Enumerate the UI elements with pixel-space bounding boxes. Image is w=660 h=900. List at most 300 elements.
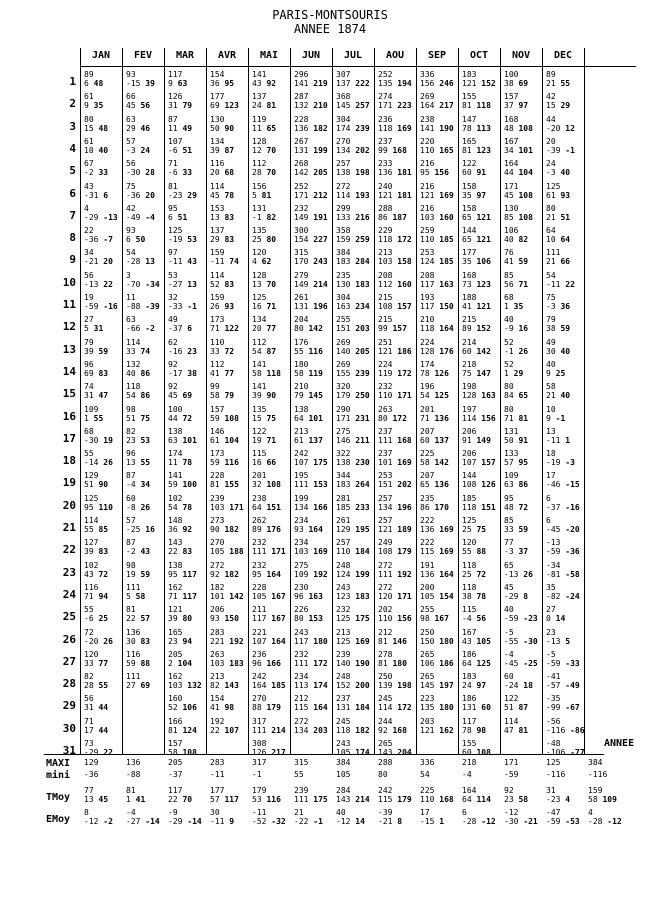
day-cell [504, 293, 546, 311]
summary-maxi: 136 [126, 758, 141, 767]
max-temp: 228 [210, 471, 225, 481]
day-cell [504, 271, 546, 289]
max-temp: 57 [126, 136, 136, 146]
max-temp: 236 [378, 114, 393, 124]
min-mean-temp: -6 33 [168, 168, 193, 178]
max-temp: 157 [504, 92, 519, 102]
min-mean-temp: 34 101 [504, 145, 533, 155]
day-cell [546, 494, 588, 512]
day-number: 9 [69, 253, 76, 267]
min-mean-temp: 33 59 [504, 525, 529, 534]
min-mean-temp: 65 121 [462, 235, 491, 245]
day-cell [420, 605, 462, 623]
month-header-dec: DEC [553, 50, 573, 61]
max-temp: 68 [504, 293, 514, 302]
max-temp: 262 [252, 516, 267, 525]
day-cell [210, 471, 252, 489]
day-cell [210, 204, 252, 222]
min-mean-temp: -12 -2 [84, 817, 113, 826]
day-cell [546, 561, 588, 579]
max-temp: 115 [252, 449, 267, 459]
min-mean-temp: 64 151 [252, 502, 281, 512]
min-mean-temp: 119 172 [378, 368, 412, 378]
day-cell [126, 248, 168, 266]
day-cell [168, 248, 210, 266]
day-cell [252, 494, 294, 512]
min-mean-temp: -37 6 [168, 324, 193, 334]
max-temp: 40 [504, 315, 514, 325]
max-temp: 270 [336, 136, 351, 146]
day-cell [168, 405, 210, 423]
min-mean-temp: 30 40 [546, 346, 571, 356]
min-mean-temp: 164 185 [252, 681, 286, 691]
max-temp: 65 [504, 560, 514, 570]
min-mean-temp: 131 60 [462, 703, 491, 713]
min-mean-temp: 121 152 [462, 79, 496, 88]
min-mean-temp: -59 -33 [546, 658, 580, 668]
max-temp: 232 [294, 649, 309, 659]
min-mean-temp: -8 26 [126, 502, 151, 512]
min-mean-temp: 89 152 [462, 324, 491, 334]
max-temp: 265 [420, 672, 435, 682]
day-cell [504, 449, 546, 467]
day-cell [546, 293, 588, 311]
day-cell [504, 717, 546, 735]
min-mean-temp: -4 56 [462, 614, 487, 624]
day-cell [252, 115, 294, 133]
max-temp: 98 [126, 404, 136, 414]
max-temp: -9 [168, 808, 178, 817]
max-temp: 255 [420, 605, 435, 615]
min-mean-temp: 105 167 [252, 591, 286, 601]
day-cell [294, 360, 336, 378]
min-mean-temp: 81 180 [378, 658, 407, 668]
max-temp: 75 [546, 293, 556, 302]
min-mean-temp: -59 -23 [504, 614, 538, 624]
min-mean-temp: 92 182 [210, 569, 239, 579]
day-cell [546, 271, 588, 289]
max-temp: 221 [252, 627, 267, 637]
max-temp: 30 [210, 808, 220, 817]
max-temp: 131 [252, 203, 267, 213]
day-cell [168, 427, 210, 445]
min-mean-temp: 57 95 [504, 458, 529, 468]
min-mean-temp: 95 156 [420, 168, 449, 178]
min-mean-temp: 138 230 [336, 458, 370, 468]
day-cell [84, 226, 126, 244]
min-mean-temp: 124 185 [420, 257, 454, 267]
min-mean-temp: -13 22 [84, 279, 113, 289]
max-temp: 20 [546, 136, 556, 146]
max-temp: 158 [462, 181, 477, 191]
max-temp: 279 [294, 270, 309, 280]
max-temp: 234 [294, 516, 309, 525]
day-cell [420, 204, 462, 222]
min-mean-temp: 38 59 [546, 324, 571, 334]
day-cell [168, 204, 210, 222]
summary-emoy [84, 808, 126, 826]
min-mean-temp: 44 72 [168, 413, 193, 423]
min-mean-temp: 125 169 [336, 636, 370, 646]
min-mean-temp: 13 55 [126, 458, 151, 468]
max-temp: 109 [504, 471, 519, 481]
max-temp: 93 [126, 226, 136, 236]
day-cell [462, 427, 504, 445]
max-temp: 138 [294, 404, 309, 414]
max-temp: 34 [84, 248, 94, 258]
max-temp: 237 [336, 694, 351, 704]
min-mean-temp: -3 36 [546, 302, 571, 311]
max-temp: 107 [168, 136, 183, 146]
day-number: 21 [62, 521, 76, 534]
summary-maxi: 315 [294, 758, 309, 767]
min-mean-temp: 53 116 [252, 795, 281, 804]
min-mean-temp: 110 165 [420, 145, 454, 155]
min-mean-temp: 38 78 [462, 591, 487, 601]
min-mean-temp: 24 81 [252, 101, 277, 111]
day-number: 29 [62, 699, 76, 713]
max-temp: 81 [126, 786, 136, 795]
min-mean-temp: -24 18 [504, 681, 533, 691]
day-cell [462, 137, 504, 155]
min-mean-temp: -3 24 [126, 145, 151, 155]
min-mean-temp: 140 190 [336, 658, 370, 668]
day-cell [336, 583, 378, 601]
day-cell [84, 293, 126, 311]
min-mean-temp: 75 147 [462, 368, 491, 378]
max-temp: 224 [378, 359, 393, 369]
summary-emoy [252, 808, 294, 826]
max-temp: 242 [294, 449, 309, 459]
max-temp: 183 [462, 70, 477, 79]
min-mean-temp: -15 1 [420, 817, 445, 826]
max-temp: 121 [168, 605, 183, 615]
day-cell [84, 382, 126, 400]
day-cell [168, 694, 210, 712]
min-mean-temp: 45 78 [210, 190, 235, 200]
max-temp: 77 [504, 538, 514, 548]
min-mean-temp: -82 -24 [546, 591, 580, 601]
max-temp: 135 [252, 404, 267, 414]
summary-mini: -37 [168, 770, 183, 779]
summary-label: MAXI [46, 758, 71, 769]
min-mean-temp: 117 150 [420, 302, 454, 311]
summary-maxi: 205 [168, 758, 183, 767]
max-temp: 67 [84, 159, 94, 169]
day-cell [336, 382, 378, 400]
max-temp: 74 [84, 382, 94, 392]
day-cell [126, 271, 168, 289]
max-temp: 125 [462, 516, 477, 525]
day-cell [462, 717, 504, 735]
min-mean-temp: 171 231 [336, 413, 370, 423]
min-mean-temp: 103 171 [210, 502, 244, 512]
min-mean-temp: 5 58 [126, 591, 146, 601]
min-mean-temp: 41 59 [504, 257, 529, 267]
max-temp: 118 [126, 382, 141, 392]
day-cell [84, 694, 126, 712]
min-mean-temp: 15 75 [252, 413, 277, 423]
min-mean-temp: 26 93 [210, 302, 235, 311]
month-header-nov: NOV [511, 50, 531, 61]
min-mean-temp: -20 26 [84, 636, 113, 646]
day-cell [336, 405, 378, 423]
summary-emoy [546, 808, 588, 826]
day-cell [294, 605, 336, 623]
max-temp: 97 [168, 248, 178, 258]
max-temp: 89 [84, 70, 94, 79]
max-temp: 147 [462, 114, 477, 124]
min-mean-temp: 71 117 [168, 591, 197, 601]
min-mean-temp: -45 -25 [504, 658, 538, 668]
min-mean-temp: -45 -20 [546, 525, 580, 534]
max-temp: 288 [378, 203, 393, 213]
min-mean-temp: -6 51 [168, 145, 193, 155]
min-mean-temp: 103 160 [420, 212, 454, 222]
min-mean-temp: 101 169 [378, 458, 412, 468]
max-temp: 281 [336, 493, 351, 503]
day-cell [546, 315, 588, 333]
day-cell [378, 293, 420, 311]
max-temp: 213 [378, 248, 393, 258]
min-mean-temp: 164 217 [420, 101, 454, 111]
min-mean-temp: -30 19 [84, 435, 113, 445]
min-mean-temp: 118 182 [336, 725, 370, 735]
min-mean-temp: 183 264 [336, 480, 370, 490]
summary-tmoy [168, 786, 210, 804]
min-mean-temp: 59 100 [168, 480, 197, 490]
day-cell [126, 315, 168, 333]
min-mean-temp: 43 105 [462, 636, 491, 646]
max-temp: 237 [378, 136, 393, 146]
summary-tmoy [546, 786, 588, 804]
max-temp: 116 [84, 582, 99, 592]
max-temp: 270 [210, 538, 225, 548]
max-temp: 109 [84, 404, 99, 414]
max-temp: 215 [378, 293, 393, 302]
max-temp: 226 [294, 605, 309, 615]
max-temp: 168 [462, 270, 477, 280]
day-number: 13 [62, 342, 76, 356]
day-cell [168, 561, 210, 579]
min-mean-temp: 111 153 [294, 480, 328, 490]
day-cell [378, 672, 420, 690]
max-temp: 125 [546, 181, 561, 191]
day-cell [336, 115, 378, 133]
min-mean-temp: 78 98 [462, 725, 487, 735]
day-cell [420, 248, 462, 266]
day-cell [336, 471, 378, 489]
max-temp: 119 [252, 114, 267, 124]
min-mean-temp: 110 185 [420, 235, 454, 245]
max-temp: 58 [546, 382, 556, 392]
day-number: 2 [69, 97, 76, 111]
max-temp: 207 [420, 471, 435, 481]
min-mean-temp: 61 93 [546, 190, 571, 200]
day-cell [378, 382, 420, 400]
max-temp: 60 [126, 493, 136, 503]
day-cell [168, 538, 210, 556]
day-cell [336, 672, 378, 690]
min-mean-temp: 41 98 [210, 703, 235, 713]
day-cell [546, 583, 588, 601]
day-cell [420, 182, 462, 200]
day-cell [546, 338, 588, 356]
max-temp: 206 [210, 605, 225, 615]
day-cell [420, 672, 462, 690]
day-cell [294, 583, 336, 601]
max-temp: 71 [84, 716, 94, 726]
min-mean-temp: 50 90 [210, 123, 235, 133]
max-temp: 115 [462, 605, 477, 615]
max-temp: -4 [504, 649, 514, 659]
max-temp: 273 [210, 516, 225, 525]
max-temp: 214 [462, 337, 477, 347]
day-cell [210, 248, 252, 266]
min-mean-temp: 137 222 [336, 79, 370, 88]
day-cell [294, 248, 336, 266]
day-cell [252, 360, 294, 378]
month-header-mar: MAR [175, 50, 195, 61]
max-temp: 229 [378, 226, 393, 236]
min-mean-temp: 10 40 [84, 145, 109, 155]
min-mean-temp: -29 -14 [168, 817, 202, 826]
min-mean-temp: -29 8 [504, 591, 529, 601]
max-temp: 162 [168, 672, 183, 682]
min-mean-temp: 121 181 [378, 190, 412, 200]
day-cell [84, 583, 126, 601]
min-mean-temp: 128 163 [462, 391, 496, 401]
min-mean-temp: 1 41 [126, 795, 146, 804]
min-mean-temp: -59 -36 [546, 547, 580, 557]
min-mean-temp: 78 126 [420, 368, 449, 378]
day-cell [378, 338, 420, 356]
day-cell [336, 494, 378, 512]
day-cell [210, 271, 252, 289]
day-cell [336, 628, 378, 646]
max-temp: 180 [294, 359, 309, 369]
day-cell [378, 137, 420, 155]
max-temp: 224 [420, 337, 435, 347]
min-mean-temp: 91 149 [462, 435, 491, 445]
min-mean-temp: 16 71 [252, 302, 277, 311]
max-temp: 268 [294, 159, 309, 169]
day-cell [336, 605, 378, 623]
day-cell [462, 561, 504, 579]
day-cell [84, 338, 126, 356]
day-cell [504, 92, 546, 110]
max-temp: 134 [210, 136, 225, 146]
max-temp: 284 [336, 786, 351, 795]
day-cell [420, 583, 462, 601]
day-cell [378, 561, 420, 579]
day-cell [504, 360, 546, 378]
summary-maxi: 283 [210, 758, 225, 767]
min-mean-temp: 58 142 [420, 458, 449, 468]
max-temp: 122 [252, 426, 267, 436]
min-mean-temp: 58 109 [588, 795, 617, 804]
day-cell [210, 115, 252, 133]
max-temp: 167 [504, 136, 519, 146]
max-temp: 155 [462, 92, 477, 102]
day-number: 18 [62, 454, 76, 468]
day-cell [336, 159, 378, 177]
day-cell [84, 137, 126, 155]
day-cell [462, 182, 504, 200]
day-cell [336, 449, 378, 467]
day-cell [210, 360, 252, 378]
min-mean-temp: 118 151 [462, 502, 496, 512]
max-temp: 317 [252, 716, 267, 726]
max-temp: 176 [294, 337, 309, 347]
max-temp: 80 [84, 114, 94, 124]
day-cell [210, 494, 252, 512]
day-cell [252, 405, 294, 423]
max-temp: 85 [504, 516, 514, 525]
min-mean-temp: 45 108 [504, 190, 533, 200]
day-cell [294, 182, 336, 200]
day-cell [84, 672, 126, 690]
min-mean-temp: 81 155 [210, 480, 239, 490]
month-header-avr: AVR [217, 50, 237, 61]
max-temp: 63 [126, 315, 136, 325]
max-temp: 197 [462, 404, 477, 414]
max-temp: 112 [210, 359, 225, 369]
max-temp: 64 [546, 226, 556, 236]
max-temp: 270 [252, 694, 267, 704]
max-temp: 22 [84, 226, 94, 236]
day-cell [378, 583, 420, 601]
day-cell [420, 338, 462, 356]
min-mean-temp: 133 216 [336, 212, 370, 222]
day-cell [126, 427, 168, 445]
day-cell [252, 672, 294, 690]
day-cell [378, 494, 420, 512]
summary-emoy [504, 808, 546, 826]
max-temp: 79 [546, 315, 556, 325]
max-temp: 24 [546, 159, 556, 169]
max-temp: 218 [462, 359, 477, 369]
max-temp: 358 [336, 226, 351, 236]
day-cell [378, 449, 420, 467]
min-mean-temp: -49 -4 [126, 212, 155, 222]
day-cell [126, 494, 168, 512]
min-mean-temp: 107 175 [294, 458, 328, 468]
min-mean-temp: 105 154 [420, 591, 454, 601]
min-mean-temp: 174 239 [336, 123, 370, 133]
max-temp: 127 [84, 538, 99, 548]
day-number: 28 [62, 677, 76, 691]
day-cell [504, 672, 546, 690]
day-cell [378, 92, 420, 110]
min-mean-temp: -12 14 [336, 817, 365, 826]
day-cell [168, 293, 210, 311]
min-mean-temp: -29 -13 [84, 212, 118, 222]
summary-maxi: 384 [588, 758, 603, 767]
day-cell [84, 605, 126, 623]
summary-emoy [294, 808, 336, 826]
max-temp: 6 [546, 493, 551, 503]
min-mean-temp: 5 31 [84, 324, 104, 334]
max-temp: 168 [504, 114, 519, 124]
min-mean-temp: 163 234 [336, 302, 370, 311]
min-mean-temp: -30 28 [126, 168, 155, 178]
min-mean-temp: 117 167 [252, 614, 286, 624]
summary-mini: -88 [126, 770, 141, 779]
max-temp: 206 [462, 426, 477, 436]
day-cell [462, 672, 504, 690]
max-temp: 116 [126, 649, 141, 659]
